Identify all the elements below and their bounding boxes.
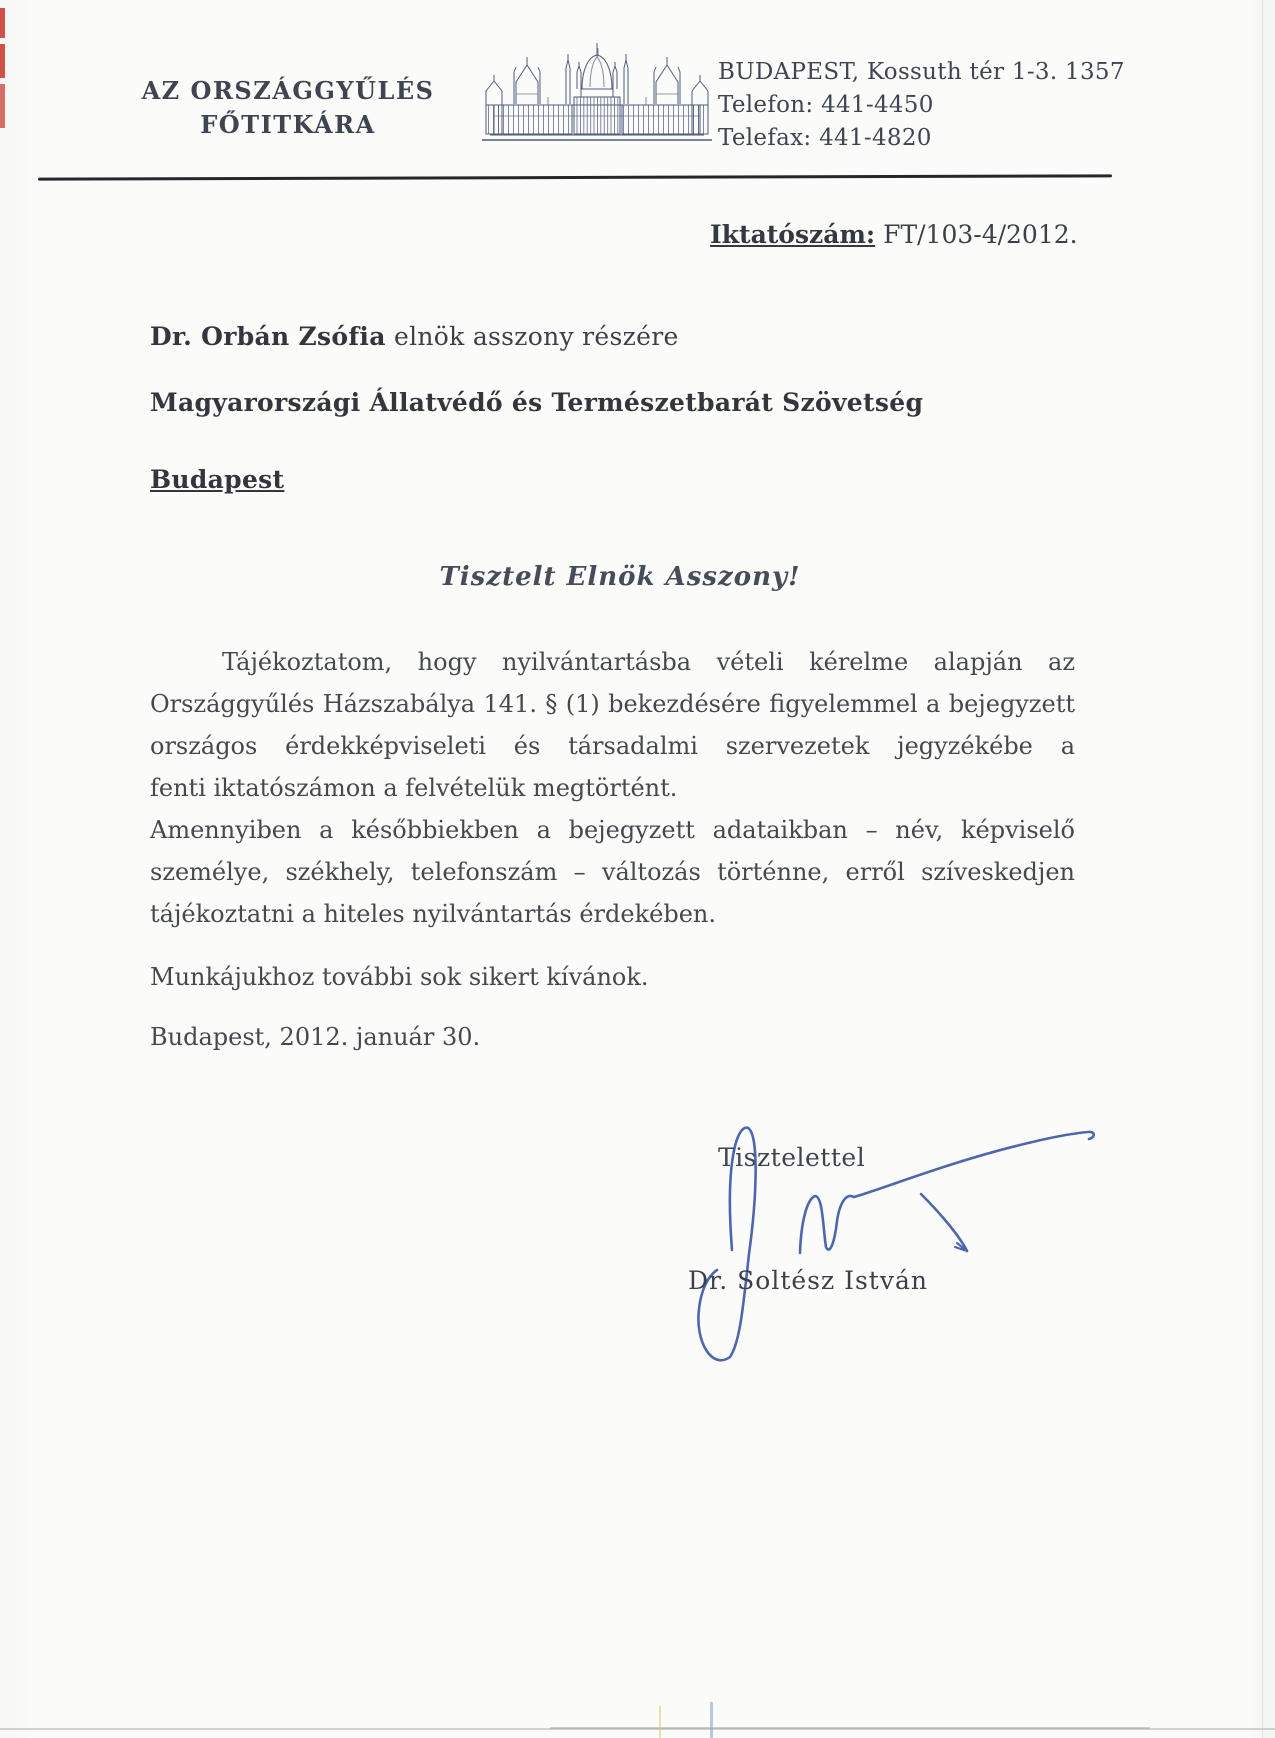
letterhead-divider xyxy=(38,174,1112,180)
sender-address: BUDAPEST, Kossuth tér 1-3. 1357 xyxy=(718,59,1125,85)
body-line-wishes: Munkájukhoz további sok sikert kívánok. xyxy=(150,963,649,991)
body-line: Amennyiben a későbbiekben a bejegyzett adataikban – név, képviselő xyxy=(150,816,1075,844)
reference-number-label: Iktatószám: xyxy=(710,220,876,249)
sender-office-line2: FŐTITKÁRA xyxy=(200,110,376,139)
scan-bottom-edge-shadow xyxy=(550,1727,1150,1729)
sender-phone: Telefon: 441-4450 xyxy=(718,92,934,118)
salutation: Tisztelt Elnök Asszony! xyxy=(439,562,801,592)
handwritten-signature xyxy=(620,1100,1100,1380)
closing-regards: Tisztelettel xyxy=(718,1143,866,1172)
recipient-name: Dr. Orbán Zsófia xyxy=(150,322,386,351)
sender-office-title xyxy=(138,74,438,142)
sender-contact-block xyxy=(718,56,1138,155)
body-line: tájékoztatni a hiteles nyilvántartás érdekében. xyxy=(150,900,716,928)
body-line: fenti iktatószámon a felvételük megtörtént. xyxy=(150,774,678,802)
recipient-name-line xyxy=(150,322,679,351)
parliament-emblem-icon xyxy=(478,42,716,148)
recipient-name-suffix: elnök asszony részére xyxy=(385,322,679,351)
body-line: Tájékoztatom, hogy nyilvántartásba vételi kérelme alapján az xyxy=(222,648,1075,676)
reference-number-value: FT/103-4/2012. xyxy=(883,220,1078,249)
sender-office-line1: AZ ORSZÁGGYŰLÉS xyxy=(141,76,435,105)
body-line: személye, székhely, telefonszám – változás történne, erről szíveskedjen xyxy=(150,858,1075,886)
body-line: országos érdekképviseleti és társadalmi szervezetek jegyzékébe a xyxy=(150,732,1075,760)
recipient-city: Budapest xyxy=(150,465,285,494)
scan-edge-red-mark xyxy=(0,8,5,38)
body-line-dateline: Budapest, 2012. január 30. xyxy=(150,1023,481,1051)
sender-fax: Telefax: 441-4820 xyxy=(718,125,932,151)
scan-bottom-blue-tick xyxy=(710,1702,713,1738)
scan-bottom-yellow-tick xyxy=(659,1706,661,1738)
reference-number-line xyxy=(710,220,1078,249)
signer-name: Dr. Soltész István xyxy=(688,1266,928,1295)
recipient-organization: Magyarországi Állatvédő és Természetbarát Szövetség xyxy=(150,388,924,417)
scan-edge-red-mark xyxy=(0,44,5,78)
scan-right-edge-line xyxy=(1262,0,1263,1738)
body-line: Országgyűlés Házszabálya 141. § (1) bekezdésére figyelemmel a bejegyzett xyxy=(150,690,1075,718)
scan-edge-red-mark xyxy=(0,84,5,128)
